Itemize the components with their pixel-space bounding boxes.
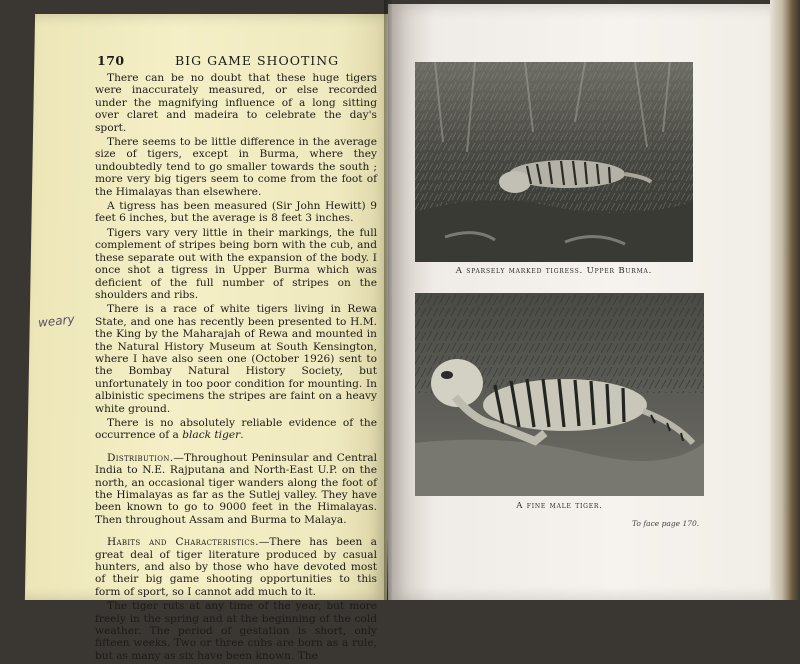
page-number: 170 — [97, 53, 125, 68]
facing-page-note: To face page 170. — [632, 519, 700, 528]
distribution-heading: Distribution. — [107, 451, 174, 464]
paragraph: There can be no doubt that these huge tigers were inaccurately measured, or else recorded under the magnifying influence of a long sitting over claret and madeira to celebrate the day's sport. — [95, 72, 377, 134]
habits-text: —There has been a great deal of tiger literature produced by casual hunters, and also by those who have devoted most of their big game shooting opportunities to this form of sport, so I cannot add much to it. — [95, 536, 377, 598]
paragraph: Tigers vary very little in their markings, the full complement of stripes being born with the cub, and these separate out with the expansion of the body. I once shot a tigress in Upper Burma which was deficient of the full number of stripes on the shoulders and ribs. — [95, 226, 377, 301]
left-page-text — [95, 72, 377, 664]
male-tiger-image — [415, 293, 704, 496]
black-tiger-text: There is no absolutely reliable evidence of the occurrence of a — [95, 416, 377, 442]
book-gutter — [384, 0, 392, 600]
running-head-title: BIG GAME SHOOTING — [175, 53, 340, 68]
tigress-photo — [415, 62, 693, 262]
tigress-image — [415, 62, 693, 262]
male-tiger-caption: A fine male tiger. — [516, 501, 603, 511]
habits-heading: Habits and Characteristics. — [107, 536, 259, 549]
paragraph: There is a race of white tigers living in Rewa State, and one has recently been presented to H.M. the King by the Maharajah of Rewa and mounted in the Natural History Museum at South Kensington, where I have also seen one (October 1926) sent to the Bombay Natural History Society, but unfortunately in too poor condition for mounting. In albinistic specimens the stripes are faint on a heavy white ground. — [95, 303, 377, 415]
paragraph-ruts: The tiger ruts at any time of the year, but more freely in the spring and at the beginning of the cold weather. The period of gestation is short, only fifteen weeks. Two or three cubs are born as a rule, but as many as six have been known. The — [95, 600, 377, 662]
tigress-caption: A sparsely marked tigress. Upper Burma. — [455, 266, 653, 276]
page-edges — [770, 0, 800, 600]
male-tiger-photo — [415, 293, 704, 496]
black-tiger-emphasis: black tiger — [182, 429, 241, 442]
paragraph-distribution — [95, 452, 377, 526]
paragraph: A tigress has been measured (Sir John Hewitt) 9 feet 6 inches, but the average is 8 feet 3 inches. — [95, 200, 377, 225]
paragraph-black-tiger — [95, 417, 377, 442]
paragraph: There seems to be little difference in the average size of tigers, except in Burma, where they undoubtedly tend to go smaller towards the south ; more very big tigers seem to come from the foot of the Himalayas than elsewhere. — [95, 136, 377, 198]
distribution-text: —Throughout Peninsular and Central India to N.E. Rajputana and North-East U.P. on the north, an occasional tiger wanders along the foot of the Himalayas as far as the Sutlej valley. They have been known to go to 9000 feet in the Himalayas. Then throughout Assam and Burma to Malaya. — [95, 451, 377, 526]
black-tiger-end: . — [240, 429, 244, 442]
paragraph-habits — [95, 536, 377, 598]
handwritten-margin-note: weary — [37, 312, 76, 330]
